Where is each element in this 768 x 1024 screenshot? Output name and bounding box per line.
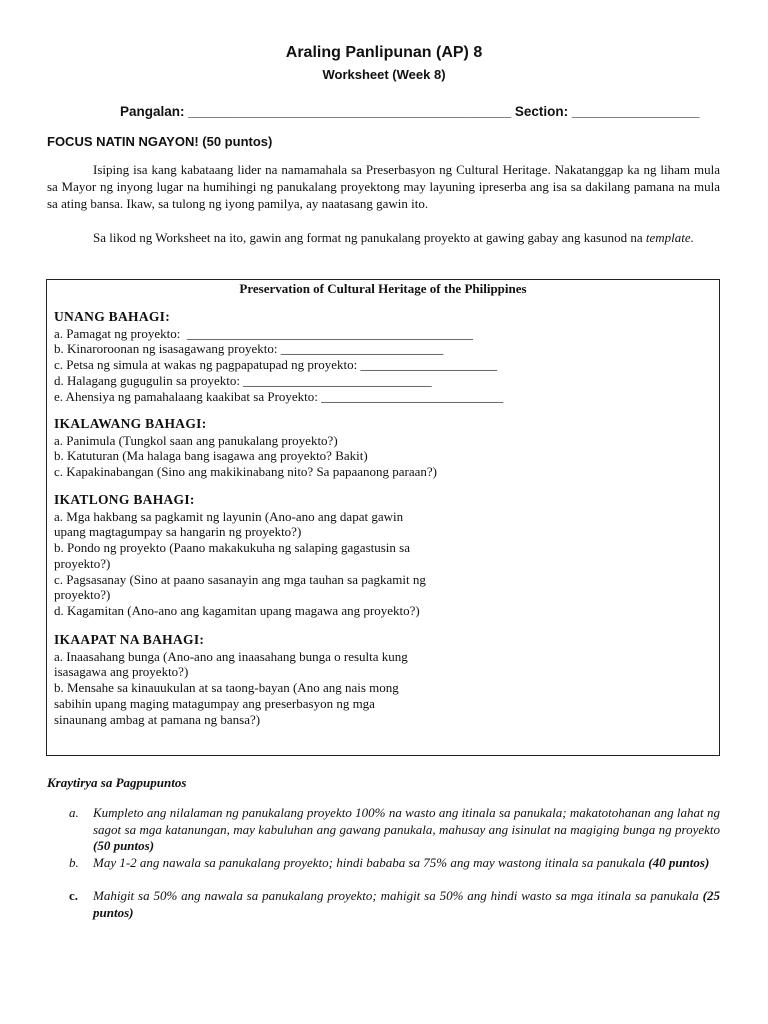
section-ikalawang-bahagi [54,416,437,480]
section-line: c. Petsa ng simula at wakas ng pagpapatupad ng proyekto: _____________________ [54,357,498,373]
box-title: Preservation of Cultural Heritage of the Philippines [239,281,527,296]
template-word: template. [645,230,694,245]
worksheet-subtitle: Worksheet (Week 8) [322,67,446,82]
section-heading: UNANG BAHAGI: [54,309,171,324]
criteria-item-c [47,888,720,921]
section-ikaapat-na-bahagi [54,632,408,727]
section-line: b. Kinaroroonan ng isasagawang proyekto: _________________________ [54,341,444,357]
criteria-heading: Kraytirya sa Pagpupuntos [47,775,187,790]
section-ikatlong-bahagi [54,492,426,619]
section-line: a. Inaasahang bunga (Ano-ano ang inaasahang bunga o resulta kung [54,648,408,664]
instruction-paragraph-2-text: Sa likod ng Worksheet na ito, gawin ang format ng panukalang proyekto at gawing gabay ang kasunod na [93,230,643,245]
criteria-letter: a. [69,805,79,820]
section-line: a. Pamagat ng proyekto: ____________________________________________ [54,325,473,341]
section-line: sabihin upang maging matagumpay ang preserbasyon ng mga [54,695,375,711]
criteria-letter: c. [69,888,79,903]
section-line: d. Kagamitan (Ano-ano ang kagamitan upang magawa ang proyekto?) [54,602,420,618]
section-line: a. Mga hakbang sa pagkamit ng layunin (Ano-ano ang dapat gawin [54,508,404,524]
section-line: b. Katuturan (Ma halaga bang isagawa ang proyekto? Bakit) [54,448,368,464]
section-line: e. Ahensiya ng pamahalaang kaakibat sa Proyekto: ____________________________ [54,388,504,404]
name-section-line: Pangalan: ___________________________________________ Section: _________________ [120,104,700,119]
section-heading: IKAAPAT NA BAHAGI: [54,632,205,647]
worksheet-title: Araling Panlipunan (AP) 8 [285,44,483,61]
focus-heading: FOCUS NATIN NGAYON! (50 puntos) [47,134,273,149]
criteria-points: (25 puntos) [93,888,720,920]
criteria-text: Mahigit sa 50% ang nawala sa panukalang proyekto; mahigit sa 50% ang hindi wasto sa mga itinala sa panukala [93,888,699,903]
section-line: proyekto?) [54,555,111,571]
criteria-points: (40 puntos) [648,855,710,870]
section-line: isasagawa ang proyekto?) [54,664,189,680]
instruction-paragraph-2 [47,229,720,246]
criteria-text: May 1-2 ang nawala sa panukalang proyekto; hindi bababa sa 75% ang may wastong itinala sa panukala [93,855,645,870]
criteria-text: Kumpleto ang nilalaman ng panukalang proyekto 100% na wasto ang itinala sa panukala; makatotohanan ang lahat ng sagot sa mga katanungan, may kabuluhan ang gawang panukala, mahusay ang isinulat na magiging bunga ng proyekto [93,805,720,837]
section-line: sinaunang ambag at pamana ng bansa?) [54,711,261,727]
section-line: d. Halagang gugugulin sa proyekto: _____________________________ [54,372,432,388]
criteria-item-b [47,855,720,872]
project-format-box [46,279,720,756]
section-heading: IKATLONG BAHAGI: [54,492,195,507]
instruction-paragraph-1 [47,161,720,212]
criteria-item-a [47,805,720,855]
section-heading: IKALAWANG BAHAGI: [54,416,207,431]
section-line: b. Pondo ng proyekto (Paano makakukuha ng salaping gagastusin sa [54,540,410,556]
criteria-letter: b. [69,855,79,870]
section-line: c. Kapakinabangan (Sino ang makikinabang nito? Sa papaanong paraan?) [54,464,437,480]
section-line: b. Mensahe sa kinauukulan at sa taong-bayan (Ano ang nais mong [54,680,399,696]
section-line: proyekto?) [54,587,111,603]
section-line: c. Pagsasanay (Sino at paano sasanayin ang mga tauhan sa pagkamit ng [54,571,426,587]
instruction-paragraph-1-text: Isiping isa kang kabataang lider na namamahala sa Preserbasyon ng Cultural Heritage. Nakatanggap ka ng liham mula sa Mayor ng inyong lugar na humihingi ng panukalang proyektong may layuning ipreserba ang isa sa dakilang pamana na mula sa ating bansa. Ikaw, sa tulong ng iyong pamilya, ay naatasang gawin ito. [47,162,720,211]
section-line: upang magtagumpay sa hangarin ng proyekto?) [54,524,302,540]
criteria-points: (50 puntos) [93,838,155,853]
section-line: a. Panimula (Tungkol saan ang panukalang proyekto?) [54,432,338,448]
section-unang-bahagi [54,309,503,404]
